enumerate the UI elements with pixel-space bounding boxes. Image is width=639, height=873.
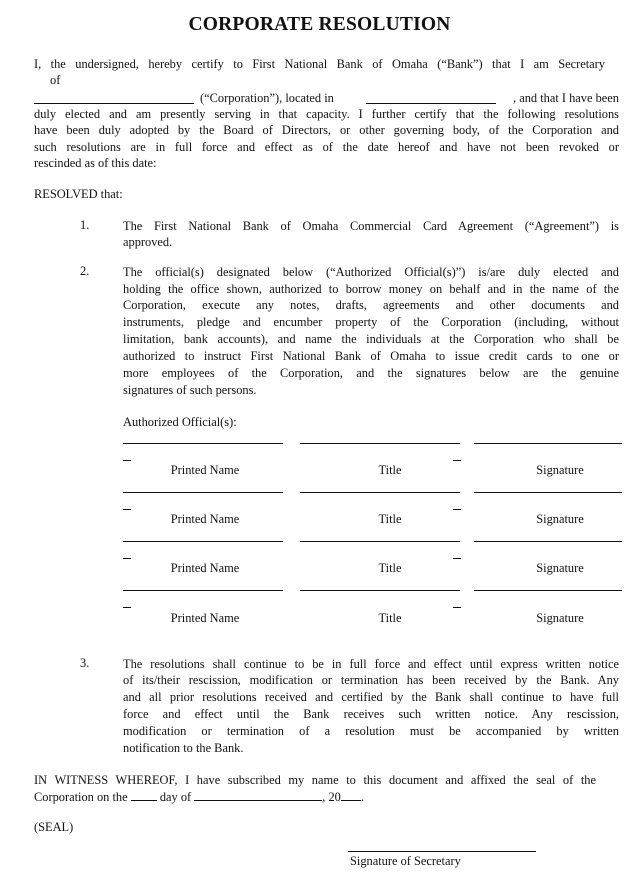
dash-mark	[453, 509, 461, 510]
intro-line-1: I, the undersigned, hereby certify to First National Bank of Omaha (“Bank”) that I am Secretary	[34, 57, 605, 71]
dash-mark	[123, 509, 131, 510]
printed-name-line[interactable]	[123, 492, 283, 493]
printed-name-line[interactable]	[123, 541, 283, 542]
title-line[interactable]	[300, 443, 460, 444]
signature-label: Signature	[536, 512, 584, 526]
witness-day-of: day of	[159, 790, 192, 804]
item-2-line-6: authorized to instruct First National Bank of Omaha to issue credit cards to one or	[123, 349, 619, 363]
item-2-line-1: The official(s) designated below (“Authorized Official(s)”) is/are duly elected and	[123, 265, 619, 279]
day-blank[interactable]	[131, 790, 157, 801]
item-1-line-2: approved.	[123, 235, 173, 249]
witness-line: IN WITNESS WHEREOF, I have subscribed my name to this document and affixed the seal of the	[34, 773, 596, 787]
signature-line[interactable]	[474, 443, 622, 444]
title-label: Title	[378, 512, 402, 526]
printed-name-label: Printed Name	[170, 512, 240, 526]
corporation-name-blank[interactable]	[34, 103, 194, 104]
item-2-line-8: signatures of such persons.	[123, 383, 257, 397]
printed-name-line[interactable]	[123, 443, 283, 444]
signature-label: Signature	[536, 561, 584, 575]
signature-line[interactable]	[474, 590, 622, 591]
page-title: CORPORATE RESOLUTION	[188, 14, 451, 35]
authorized-officials-label: Authorized Official(s):	[123, 415, 237, 429]
intro-para-line-2: have been duly adopted by the Board of Directors, or other governing body, of the Corporation and	[34, 123, 619, 137]
intro-para-line-3: such resolutions are in full force and effect as of the date hereof and have not been revoked or	[34, 140, 619, 154]
item-3-line-5: modification or termination of a resolution must be accompanied by written	[123, 724, 619, 738]
signature-line[interactable]	[474, 492, 622, 493]
location-blank[interactable]	[366, 103, 496, 104]
dash-mark	[453, 558, 461, 559]
dash-mark	[123, 460, 131, 461]
item-3-line-1: The resolutions shall continue to be in full force and effect until express written notice	[123, 657, 619, 671]
signature-label: Signature	[536, 611, 584, 625]
item-3-number: 3.	[80, 656, 90, 670]
intro-of: of	[50, 73, 61, 87]
witness-date-line	[34, 789, 364, 806]
witness-corp-on: Corporation on the	[34, 790, 128, 804]
item-3-line-4: force and effect until the Bank receives such written notice. Any rescission,	[123, 707, 619, 721]
title-line[interactable]	[300, 590, 460, 591]
title-line[interactable]	[300, 541, 460, 542]
intro-para-line-1: duly elected and am presently serving in that capacity. I further certify that the following resolutions	[34, 107, 619, 121]
printed-name-label: Printed Name	[170, 561, 240, 575]
month-blank[interactable]	[194, 790, 322, 801]
title-label: Title	[378, 611, 402, 625]
printed-name-label: Printed Name	[170, 611, 240, 625]
intro-line-2-end: , and that I have been	[513, 91, 619, 105]
secretary-signature-line[interactable]	[348, 851, 536, 852]
intro-para-line-4: rescinded as of this date:	[34, 156, 157, 170]
item-3-line-2: of its/their rescission, modification or termination has been received by the Bank. Any	[123, 673, 619, 687]
dash-mark	[123, 607, 131, 608]
item-2-line-7: more employees of the Corporation, and the signatures below are the genuine	[123, 366, 619, 380]
item-3-line-6: notification to the Bank.	[123, 741, 244, 755]
dash-mark	[453, 607, 461, 608]
signature-line[interactable]	[474, 541, 622, 542]
printed-name-label: Printed Name	[170, 463, 240, 477]
dash-mark	[453, 460, 461, 461]
signature-of-secretary-label: Signature of Secretary	[350, 854, 461, 868]
seal-label: (SEAL)	[34, 820, 74, 834]
title-line[interactable]	[300, 492, 460, 493]
title-label: Title	[378, 561, 402, 575]
item-2-line-2: holding the office shown, authorized to borrow money on behalf and in the name of the	[123, 282, 619, 296]
dash-mark	[123, 558, 131, 559]
item-1-number: 1.	[80, 218, 90, 232]
item-1-line-1: The First National Bank of Omaha Commercial Card Agreement (“Agreement”) is	[123, 219, 619, 233]
item-2-number: 2.	[80, 264, 90, 278]
printed-name-line[interactable]	[123, 590, 283, 591]
signature-label: Signature	[536, 463, 584, 477]
title-label: Title	[378, 463, 402, 477]
resolved-label: RESOLVED that:	[34, 187, 123, 201]
item-2-line-3: Corporation, execute any notes, drafts, agreements and other documents and	[123, 298, 619, 312]
item-2-line-4: instruments, pledge and encumber property of the Corporation (including, without	[123, 315, 619, 329]
corporation-label: (“Corporation”), located in	[200, 91, 334, 105]
item-3-line-3: and all prior resolutions received and certified by the Bank shall continue to have full	[123, 690, 619, 704]
item-2-line-5: limitation, bank accounts), and name the individuals at the Corporation who shall be	[123, 332, 619, 346]
witness-year: , 20	[322, 790, 341, 804]
year-blank[interactable]	[341, 790, 361, 801]
witness-period: .	[360, 790, 364, 804]
